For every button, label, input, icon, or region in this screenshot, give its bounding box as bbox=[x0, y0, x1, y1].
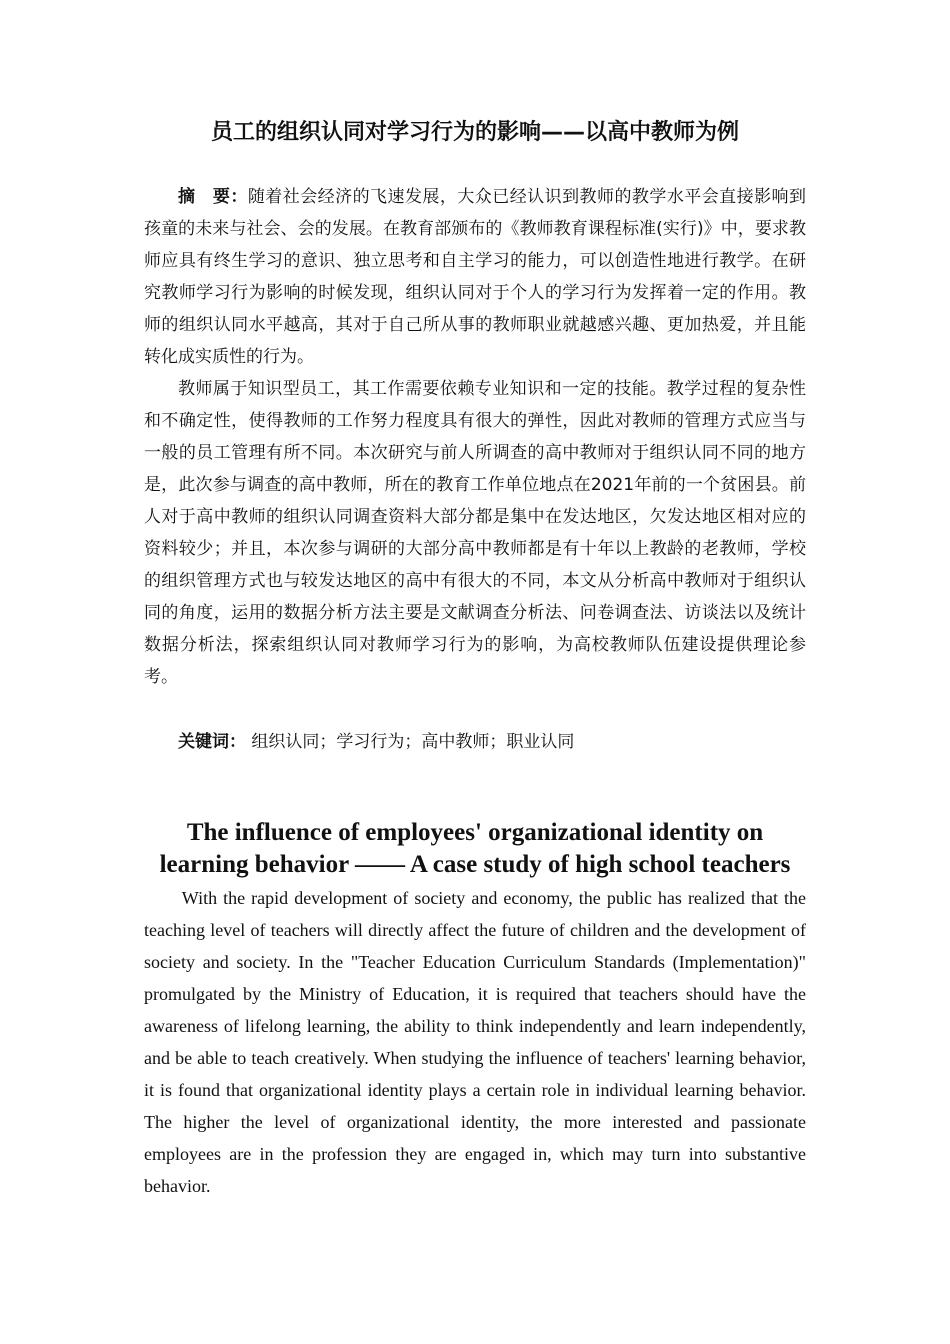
abstract-label: 摘 要： bbox=[178, 187, 248, 207]
chinese-keywords bbox=[144, 726, 806, 758]
keywords-text: 组织认同；学习行为；高中教师；职业认同 bbox=[251, 732, 575, 752]
english-title-line-2: learning behavior —— A case study of high school teachers bbox=[159, 851, 791, 878]
keywords-label: 关键词： bbox=[178, 732, 246, 752]
chinese-abstract-paragraph-2: 教师属于知识型员工，其工作需要依赖专业知识和一定的技能。教学过程的复杂性和不确定性，使得教师的工作努力程度具有很大的弹性，因此对教师的管理方式应当与一般的员工管理有所不同。本次研究与前人所调查的高中教师对于组织认同不同的地方是，此次参与调查的高中教师，所在的教育工作单位地点在2021年前的一个贫困县。前人对于高中教师的组织认同调查资料大部分都是集中在发达地区，欠发达地区相对应的资料较少；并且，本次参与调研的大部分高中教师都是有十年以上教龄的老教师，学校的组织管理方式也与较发达地区的高中有很大的不同，本文从分析高中教师对于组织认同的角度，运用的数据分析方法主要是文献调查分析法、问卷调查法、访谈法以及统计数据分析法，探索组织认同对教师学习行为的影响，为高校教师队伍建设提供理论参考。 bbox=[144, 379, 806, 687]
english-title bbox=[144, 817, 806, 881]
chinese-title: 员工的组织认同对学习行为的影响——以高中教师为例 bbox=[210, 120, 739, 145]
english-title-line-1: The influence of employees' organizational identity on bbox=[186, 819, 764, 846]
english-abstract: With the rapid development of society and economy, the public has realized that the teaching level of teachers will directly affect the future of children and the development of society and society. In the "Teacher Education Curriculum Standards (Implementation)" promulgated by the Ministry of Education, it is required that teachers should have the awareness of lifelong learning, the ability to think independently and learn independently, and be able to teach creatively. When studying the influence of teachers' learning behavior, it is found that organizational identity plays a certain role in individual learning behavior. The higher the level of organizational identity, the more interested and passionate employees are in the profession they are engaged in, which may turn into substantive behavior. bbox=[144, 888, 806, 1196]
chinese-abstract bbox=[144, 181, 806, 373]
abstract-text: 随着社会经济的飞速发展，大众已经认识到教师的教学水平会直接影响到孩童的未来与社会、会的发展。在教育部颁布的《教师教育课程标准(实行)》中，要求教师应具有终生学习的意识、独立思考和自主学习的能力，可以创造性地进行教学。在研究教师学习行为影响的时候发现，组织认同对于个人的学习行为发挥着一定的作用。教师的组织认同水平越高，其对于自己所从事的教师职业就越感兴趣、更加热爱，并且能转化成实质性的行为。 bbox=[144, 187, 807, 367]
